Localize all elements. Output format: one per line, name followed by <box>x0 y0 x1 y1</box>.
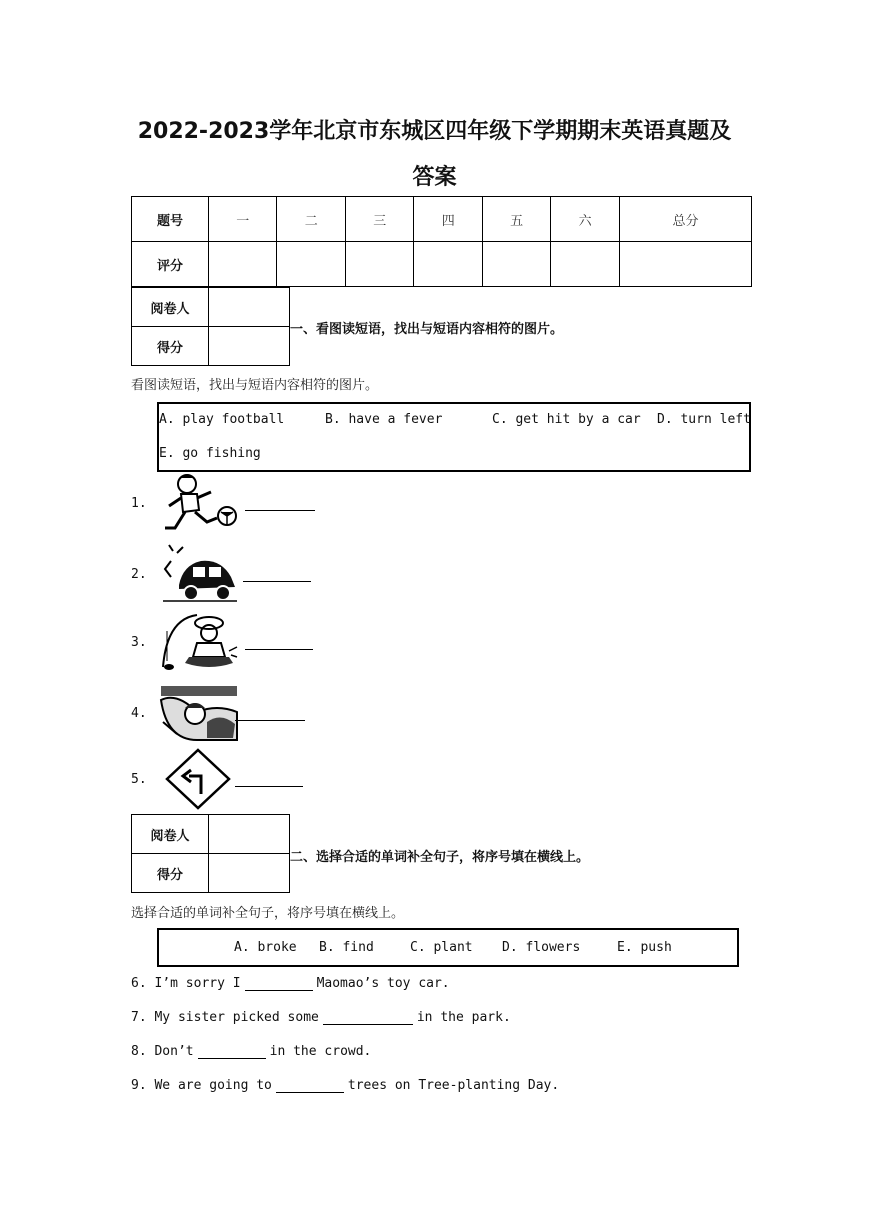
question-number: 1. <box>131 495 147 511</box>
sentence-8 <box>131 1044 371 1059</box>
question-3 <box>131 611 313 673</box>
sentence-before: We are going to <box>154 1078 272 1093</box>
score-cell[interactable] <box>414 242 482 287</box>
section1-options-box <box>157 402 751 472</box>
option-e: E. go fishing <box>159 446 261 461</box>
sentence-before: I’m sorry I <box>154 976 241 991</box>
score-cell[interactable] <box>345 242 413 287</box>
word-option-b: B. find <box>319 940 374 955</box>
question-1 <box>131 472 315 534</box>
score-label: 得分 <box>132 327 209 366</box>
question-4 <box>131 682 305 744</box>
sentence-number: 6. <box>131 976 147 991</box>
question-2 <box>131 543 311 605</box>
column-2: 二 <box>277 197 345 242</box>
answer-blank-5[interactable] <box>235 772 303 787</box>
answer-blank-3[interactable] <box>245 635 313 650</box>
word-option-c: C. plant <box>410 940 473 955</box>
reviewer-label: 阅卷人 <box>132 815 209 854</box>
sentence-before: My sister picked some <box>154 1010 319 1025</box>
answer-blank-1[interactable] <box>245 496 315 511</box>
answer-blank-2[interactable] <box>243 567 311 582</box>
score-cell[interactable] <box>277 242 345 287</box>
answer-blank-9[interactable] <box>276 1078 344 1093</box>
sentence-after: Maomao’s toy car. <box>316 976 450 991</box>
column-total: 总分 <box>619 197 751 242</box>
sentence-9 <box>131 1078 559 1093</box>
document-title-line1: 2022-2023学年北京市东城区四年级下学期期末英语真题及 <box>137 119 732 144</box>
turn-left-sign-icon <box>157 748 239 810</box>
word-option-a: A. broke <box>234 940 297 955</box>
sentence-number: 7. <box>131 1010 147 1025</box>
section1-desc: 看图读短语，找出与短语内容相符的图片。 <box>131 378 379 393</box>
option-c: C. get hit by a car <box>492 412 641 427</box>
column-6: 六 <box>551 197 619 242</box>
score-cell[interactable] <box>209 242 277 287</box>
column-4: 四 <box>414 197 482 242</box>
section1-title: 一、看图读短语，找出与短语内容相符的图片。 <box>290 322 564 337</box>
document-title-line2: 答案 <box>412 165 457 190</box>
reviewer-cell[interactable] <box>209 288 290 327</box>
score-cell[interactable] <box>209 327 290 366</box>
grader-box-2 <box>131 814 290 893</box>
score-cell[interactable] <box>551 242 619 287</box>
sentence-number: 8. <box>131 1044 147 1059</box>
boy-kicking-ball-icon <box>157 472 239 534</box>
sick-in-bed-icon <box>157 682 239 744</box>
question-number: 4. <box>131 705 147 721</box>
question-5 <box>131 748 303 810</box>
score-cell[interactable] <box>209 854 290 893</box>
sentence-before: Don’t <box>154 1044 194 1059</box>
car-hitting-person-icon <box>157 543 239 605</box>
section2-title: 二、选择合适的单词补全句子，将序号填在横线上。 <box>290 850 590 865</box>
man-fishing-icon <box>157 611 239 673</box>
column-1: 一 <box>209 197 277 242</box>
sentence-after: in the crowd. <box>269 1044 372 1059</box>
answer-blank-6[interactable] <box>245 976 313 991</box>
option-d: D. turn left <box>657 412 751 427</box>
answer-blank-4[interactable] <box>235 706 305 721</box>
option-a: A. play football <box>159 412 285 427</box>
sentence-7 <box>131 1010 511 1025</box>
reviewer-cell[interactable] <box>209 815 290 854</box>
sentence-number: 9. <box>131 1078 147 1093</box>
question-number: 5. <box>131 771 147 787</box>
sentence-6 <box>131 976 450 991</box>
score-table <box>131 196 752 287</box>
score-label: 评分 <box>132 242 209 287</box>
word-option-e: E. push <box>617 940 672 955</box>
section2-desc: 选择合适的单词补全句子，将序号填在横线上。 <box>131 906 405 921</box>
question-number: 3. <box>131 634 147 650</box>
grader-box-1 <box>131 287 290 366</box>
sentence-after: trees on Tree-planting Day. <box>347 1078 560 1093</box>
question-number: 2. <box>131 566 147 582</box>
column-3: 三 <box>345 197 413 242</box>
word-option-d: D. flowers <box>502 940 581 955</box>
option-b: B. have a fever <box>325 412 443 427</box>
reviewer-label: 阅卷人 <box>132 288 209 327</box>
score-label: 得分 <box>132 854 209 893</box>
score-cell[interactable] <box>619 242 751 287</box>
column-5: 五 <box>482 197 550 242</box>
score-cell[interactable] <box>482 242 550 287</box>
answer-blank-8[interactable] <box>198 1044 266 1059</box>
answer-blank-7[interactable] <box>323 1010 413 1025</box>
sentence-after: in the park. <box>416 1010 511 1025</box>
question-number-label: 题号 <box>132 197 209 242</box>
section2-options-box <box>157 928 739 967</box>
